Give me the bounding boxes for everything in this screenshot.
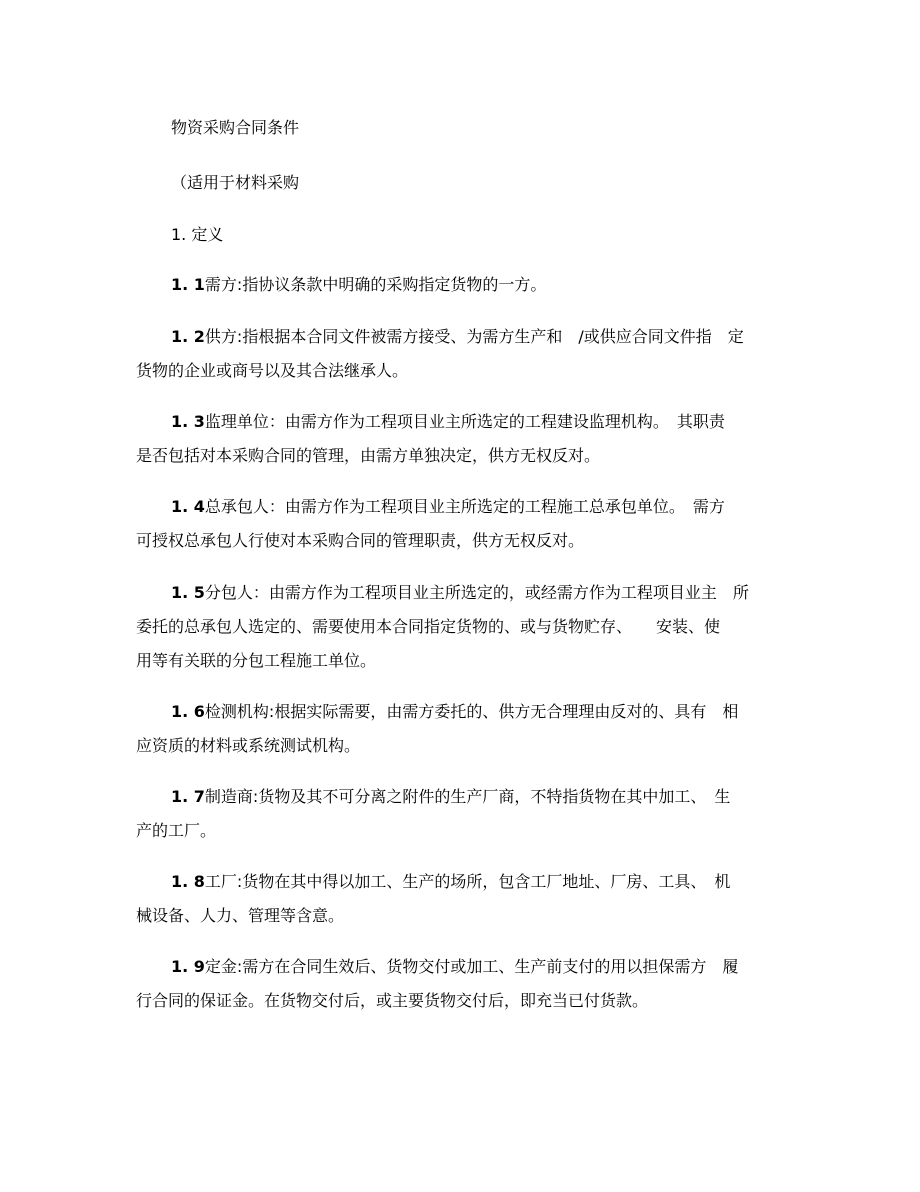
clause-line bbox=[136, 950, 766, 984]
clause-number: 1. 8 bbox=[171, 872, 205, 891]
clause-1-3 bbox=[136, 405, 766, 473]
clause-number: 1. 5 bbox=[171, 583, 205, 602]
clause-1-4 bbox=[136, 490, 766, 558]
clause-line: 用等有关联的分包工程施工单位。 bbox=[136, 651, 377, 670]
clause-text: 定金:需方在合同生效后、货物交付或加工、生产前支付的用以担保需方 履 bbox=[204, 957, 739, 976]
clause-line: 货物的企业或商号以及其合法继承人。 bbox=[136, 361, 409, 380]
clause-1-9 bbox=[136, 950, 766, 1018]
clause-text: 需方:指协议条款中明确的采购指定货物的一方。 bbox=[204, 275, 547, 294]
section-heading: 1. 定义 bbox=[171, 225, 224, 244]
clause-1-8 bbox=[136, 865, 766, 933]
clause-1-6 bbox=[136, 695, 766, 763]
clause-line: 委托的总承包人选定的、需要使用本合同指定货物的、或与货物贮存、 安装、使 bbox=[136, 617, 721, 636]
clause-line: 应资质的材料或系统测试机构。 bbox=[136, 736, 361, 755]
clause-text: 分包人：由需方作为工程项目业主所选定的，或经需方作为工程项目业主 所 bbox=[204, 583, 749, 602]
clause-number: 1. 3 bbox=[171, 412, 205, 431]
clause-line bbox=[136, 405, 766, 439]
clause-1-5 bbox=[136, 576, 766, 678]
clause-text: 监理单位：由需方作为工程项目业主所选定的工程建设监理机构。 其职责 bbox=[204, 412, 725, 431]
document-title: 物资采购合同条件 bbox=[171, 118, 300, 137]
clause-line: 械设备、人力、管理等含意。 bbox=[136, 906, 345, 925]
clause-text: 总承包人：由需方作为工程项目业主所选定的工程施工总承包单位。 需方 bbox=[204, 497, 725, 516]
clause-text: 工厂:货物在其中得以加工、生产的场所，包含工厂地址、厂房、工具、 机 bbox=[204, 872, 731, 891]
clause-1-1 bbox=[136, 268, 766, 302]
clause-line bbox=[136, 576, 766, 610]
document-subtitle: （适用于材料采购 bbox=[171, 173, 300, 192]
clause-line bbox=[136, 780, 766, 814]
clause-text: 供方:指根据本合同文件被需方接受、为需方生产和 /或供应合同文件指 定 bbox=[204, 327, 744, 346]
clause-number: 1. 4 bbox=[171, 497, 205, 516]
clause-number: 1. 9 bbox=[171, 957, 205, 976]
clause-1-2 bbox=[136, 320, 766, 388]
clause-text: 制造商:货物及其不可分离之附件的生产厂商，不特指货物在其中加工、 生 bbox=[204, 787, 731, 806]
clause-line: 行合同的保证金。在货物交付后，或主要货物交付后，即充当已付货款。 bbox=[136, 991, 649, 1010]
clause-line bbox=[136, 695, 766, 729]
clause-number: 1. 2 bbox=[171, 327, 205, 346]
clause-number: 1. 1 bbox=[171, 275, 205, 294]
clause-line bbox=[136, 320, 766, 354]
clause-number: 1. 7 bbox=[171, 787, 205, 806]
clause-line: 是否包括对本采购合同的管理，由需方单独决定，供方无权反对。 bbox=[136, 446, 601, 465]
clause-line: 可授权总承包人行使对本采购合同的管理职责，供方无权反对。 bbox=[136, 531, 585, 550]
clause-line bbox=[136, 268, 766, 302]
clause-number: 1. 6 bbox=[171, 702, 205, 721]
clause-1-7 bbox=[136, 780, 766, 848]
clause-line: 产的工厂。 bbox=[136, 821, 217, 840]
clause-line bbox=[136, 490, 766, 524]
clause-line bbox=[136, 865, 766, 899]
clause-text: 检测机构:根据实际需要，由需方委托的、供方无合理理由反对的、具有 相 bbox=[204, 702, 739, 721]
